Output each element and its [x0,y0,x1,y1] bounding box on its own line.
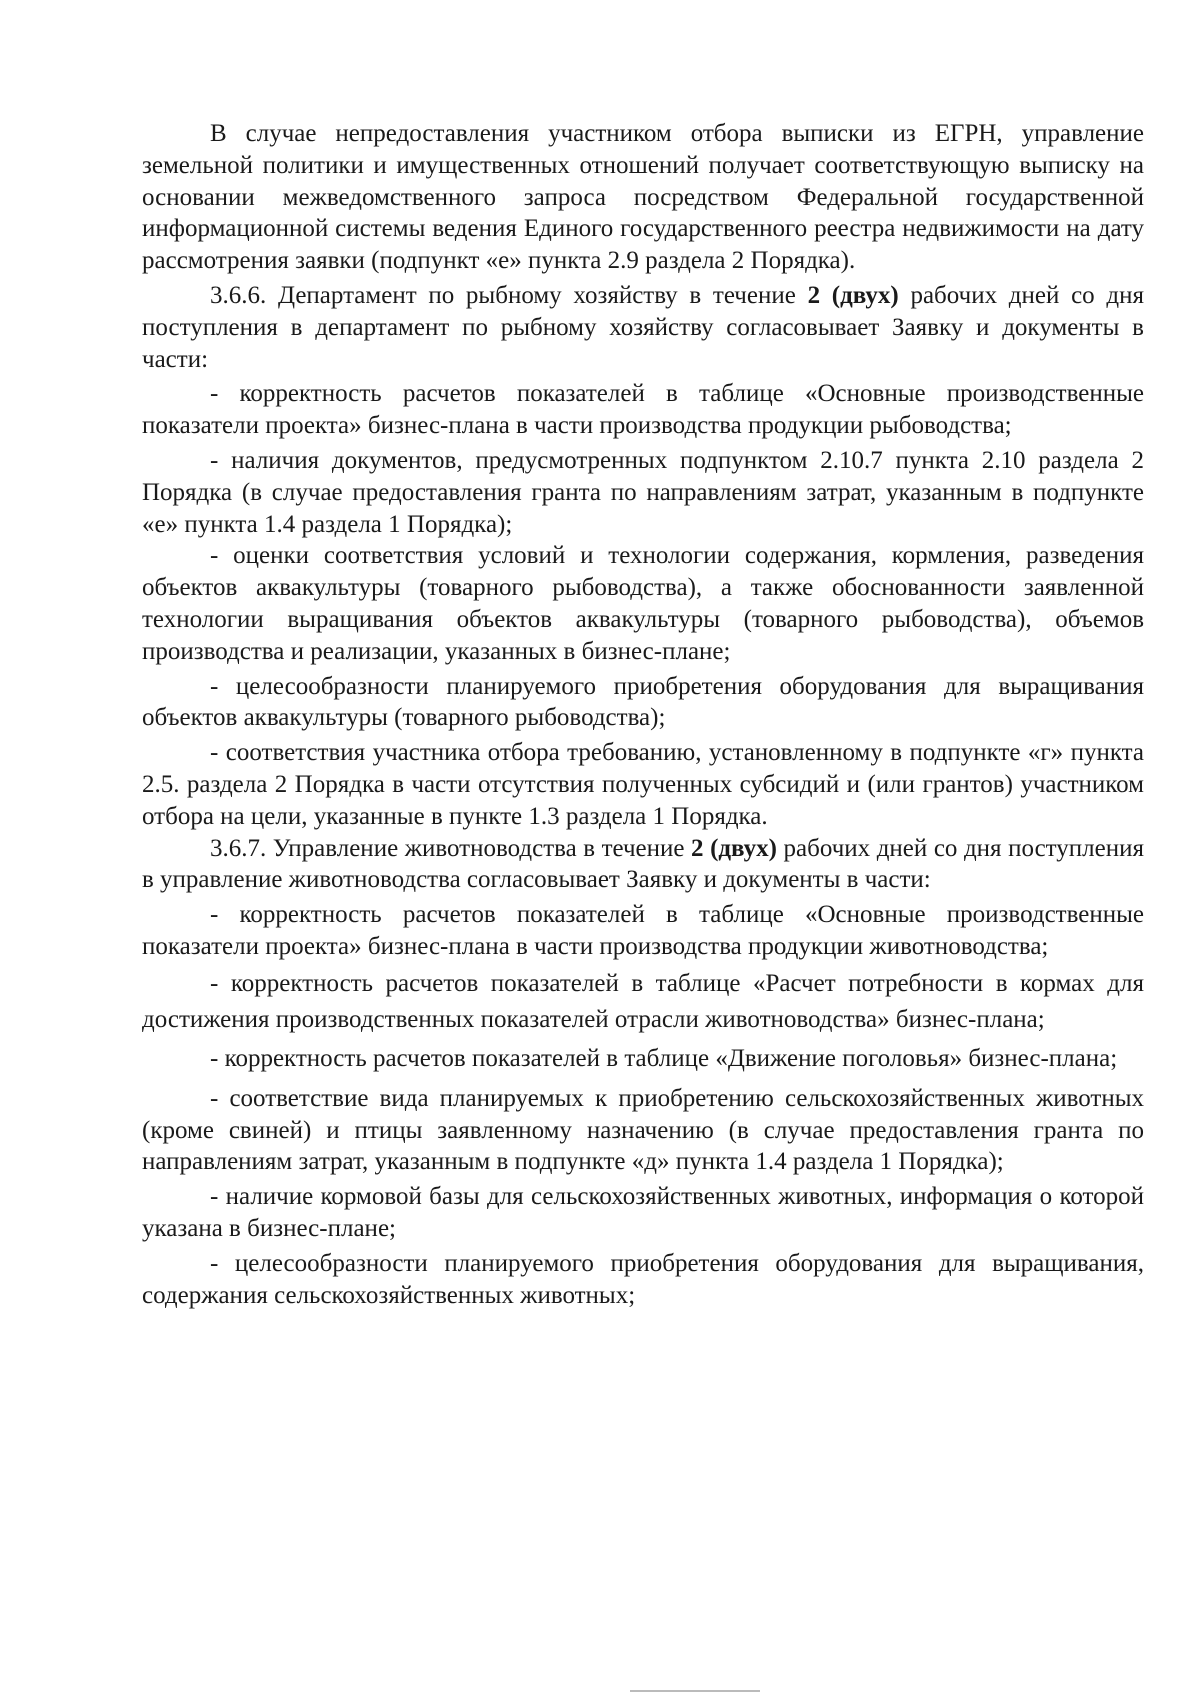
list-item-subsidy-requirement: - соответствия участника отбора требованию, установленному в подпункте «г» пункта 2.5. раздела 2 Порядка в части отсутствия полученных субсидий и (или грантов) участником отбора на цели, указанные в пункте 1.3 раздела 1 Порядка. [142,739,1144,830]
paragraph-3-6-6-end: рабочих дней со дня поступления в департамент по рыбному хозяйству согласовывает Заявку и документы в части: [142,281,1145,373]
paragraph-3-6-6-days: 2 (двух) [807,281,899,309]
list-item-aquaculture-equipment: - целесообразности планируемого приобретения оборудования для выращивания объектов аквакультуры (товарного рыбоводства); [142,672,1144,732]
list-item-feed-base: - наличие кормовой базы для сельскохозяйственных животных, информация о которой указана в бизнес-плане; [142,1183,1144,1242]
document-page [142,118,1144,1311]
paragraph-3-6-6 [142,280,1144,375]
paragraph-3-6-7-end: рабочих дней со дня поступления в управление животноводства согласовывает Заявку и документы в части: [142,834,1144,894]
paragraph-3-6-7-days: 2 (двух) [691,834,778,862]
paragraph-3-6-7 [142,833,1144,897]
paragraph-3-6-7-start: 3.6.7. Управление животноводства в течение [210,834,692,862]
paragraph-3-6-6-start: 3.6.6. Департамент по рыбному хозяйству в течение [210,281,808,309]
list-item-animal-purpose: - соответствие вида планируемых к приобретению сельскохозяйственных животных (кроме свиней) и птицы заявленному назначению (в случае предоставления гранта по направлениям затрат, указанным в подпункте «д» пункта 1.4 раздела 1 Порядка); [142,1084,1144,1176]
list-item-documents-2-10-7: - наличия документов, предусмотренных подпунктом 2.10.7 пункта 2.10 раздела 2 Порядка (в случае предоставления гранта по направлениям затрат, указанным в подпункте «е» пункта 1.4 раздела 1 Порядка); [142,446,1144,538]
list-item-aquaculture-assessment: - оценки соответствия условий и технологии содержания, кормления, разведения объектов аквакультуры (товарного рыбоводства), а также обоснованности заявленной технологии выращивания объектов аквакультуры (товарного рыбоводства), объемов производства и реализации, указанных в бизнес-плане; [142,542,1144,665]
list-item-livestock-equipment: - целесообразности планируемого приобретения оборудования для выращивания, содержания сельскохозяйственных животных; [142,1249,1144,1309]
list-item-livestock-production-calc: - корректность расчетов показателей в таблице «Основные производственные показатели проекта» бизнес-плана в части производства продукции животноводства; [142,901,1144,960]
page-edge-mark [630,1690,760,1706]
list-item-fish-production-calc: - корректность расчетов показателей в таблице «Основные производственные показатели проекта» бизнес-плана в части производства продукции рыбоводства; [142,380,1144,440]
paragraph-egrn-statement: В случае непредоставления участником отбора выписки из ЕГРН, управление земельной политики и имущественных отношений получает соответствующую выписку на основании межведомственного запроса посредством Федеральной государственной информационной системы ведения Единого государственного реестра недвижимости на дату рассмотрения заявки (подпункт «е» пункта 2.9 раздела 2 Порядка). [142,120,1144,275]
list-item-livestock-movement-calc: - корректность расчетов показателей в таблице «Движение поголовья» бизнес-плана; [210,1044,1118,1072]
list-item-feed-requirement-calc: - корректность расчетов показателей в таблице «Расчет потребности в кормах для достижения производственных показателей отрасли животноводства» бизнес-плана; [142,969,1144,1033]
